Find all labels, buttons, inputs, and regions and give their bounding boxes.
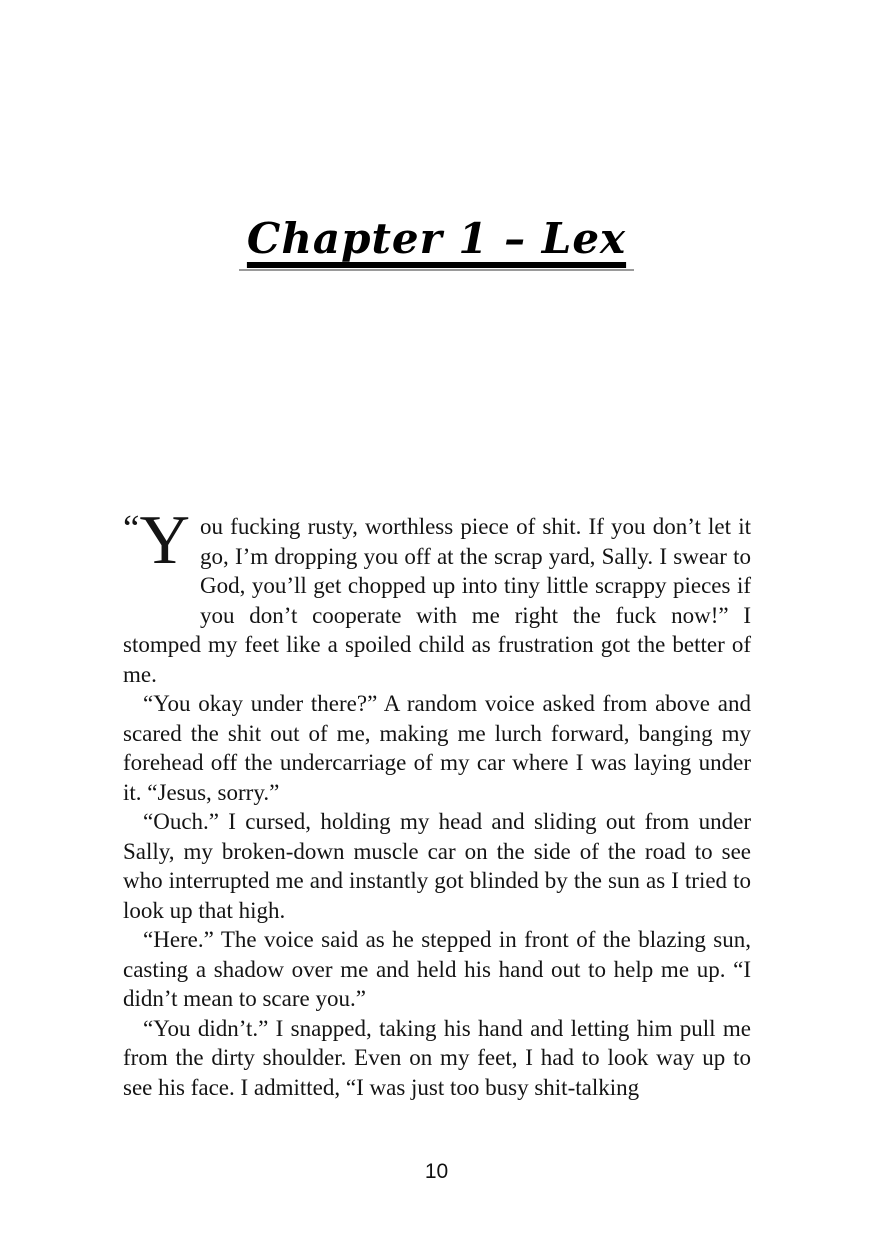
chapter-heading [0, 214, 873, 271]
paragraph-text: ou fucking rusty, worthless piece of shit. If you don’t let it go, I’m dropping you off at the scrap yard, Sally. I swear to God, you’ll get chopped up into tiny little scrappy pieces if you don’t cooperate with me right the fuck now!” I stomped my feet like a spoiled child as frustration got the better of me. [123, 514, 751, 687]
drop-cap-letter: Y [139, 502, 190, 579]
drop-cap [123, 502, 190, 601]
paragraph: “Here.” The voice said as he stepped in front of the blazing sun, casting a shadow over me and held his hand out to help me up. “I didn’t mean to scare you.” [123, 927, 751, 1011]
drop-cap-open-quote: “ [123, 508, 140, 549]
paragraph: “You okay under there?” A random voice asked from above and scared the shit out of me, making me lurch forward, banging my forehead off the undercarriage of my car where I was laying under it. “Jesus, sorry.” [123, 691, 751, 805]
paragraph [123, 502, 751, 689]
paragraph: “You didn’t.” I snapped, taking his hand and letting him pull me from the dirty shoulder. Even on my feet, I had to look way up to see his face. I admitted, “I was just too busy shit-talking [123, 1015, 751, 1100]
chapter-title: Chapter 1 – Lex [239, 218, 634, 271]
page-body [123, 502, 751, 1102]
paragraph: “Ouch.” I cursed, holding my head and sliding out from under Sally, my broken-down muscle car on the side of the road to see who interrupted me and instantly got blinded by the sun as I tried to look up that high. [123, 809, 751, 923]
page-number: 10 [424, 1160, 449, 1183]
